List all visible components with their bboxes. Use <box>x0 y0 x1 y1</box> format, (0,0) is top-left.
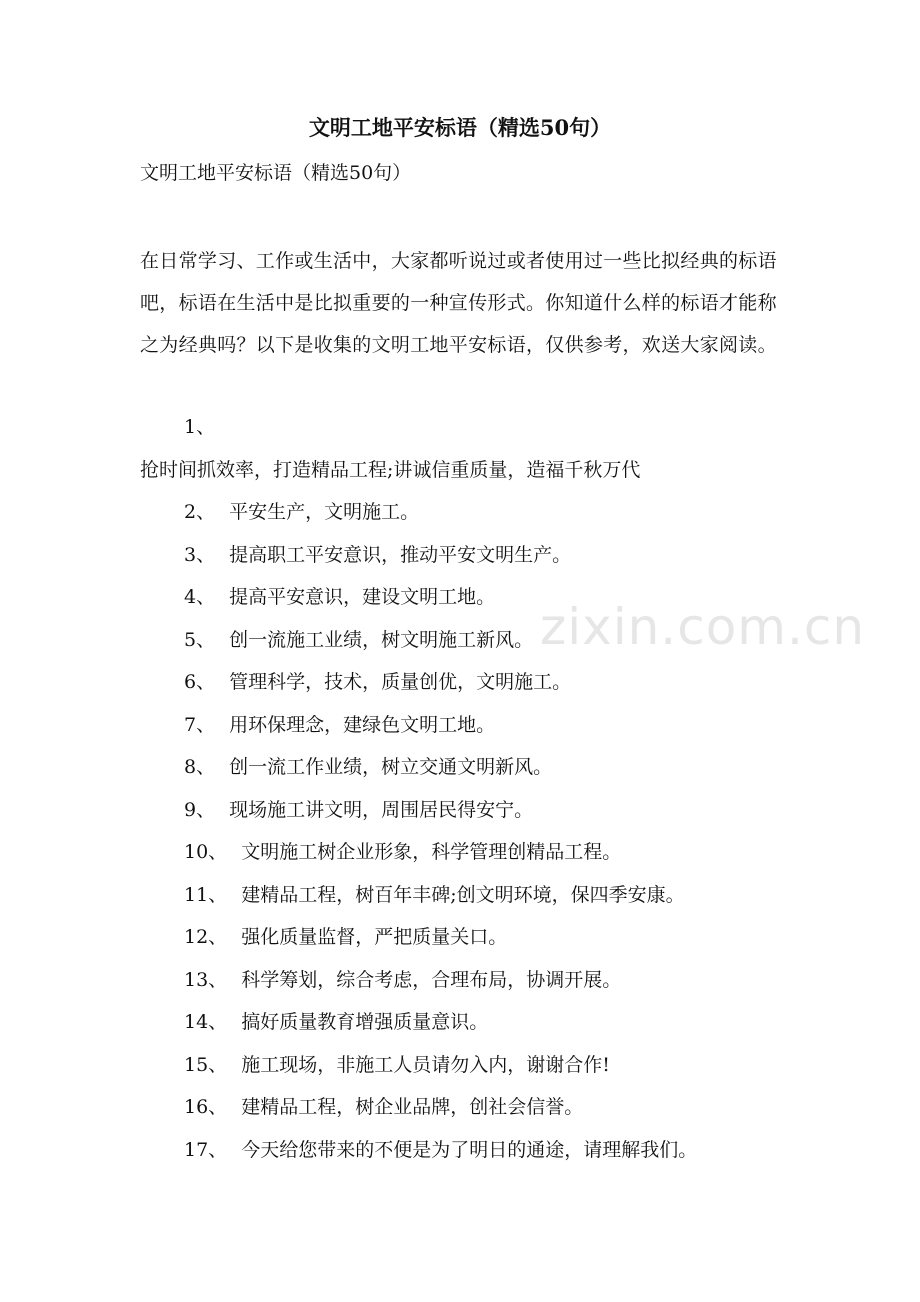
item-text: 管理科学，技术，质量创优，文明施工。 <box>229 671 572 693</box>
item-number: 8、 <box>184 756 216 778</box>
item-number: 2、 <box>184 501 216 523</box>
list-item <box>140 491 800 534</box>
item-text: 文明施工树企业形象，科学管理创精品工程。 <box>241 841 622 863</box>
list-item <box>140 746 800 789</box>
item-number: 9、 <box>184 798 216 821</box>
item-text: 抢时间抓效率，打造精品工程;讲诚信重质量，造福千秋万代 <box>140 458 641 481</box>
list-item <box>140 576 800 619</box>
item-number: 1、 <box>184 416 216 438</box>
item-text: 建精品工程，树企业品牌，创社会信誉。 <box>241 1096 584 1118</box>
intro-paragraph: 在日常学习、工作或生活中，大家都听说过或者使用过一些比拟经典的标语吧，标语在生活中是比拟重要的一种宣传形式。你知道什么样的标语才能称之为经典吗？以下是收集的文明工地平安标语，仅供参考，欢送大家阅读。 <box>140 250 777 356</box>
item-number: 10、 <box>184 841 228 863</box>
item-text: 平安生产，文明施工。 <box>229 501 420 523</box>
list-item <box>140 874 800 917</box>
document-title: 文明工地平安标语（精选50句） <box>308 115 612 140</box>
item-text: 创一流工作业绩，树立交通文明新风。 <box>229 756 553 778</box>
item-number: 17、 <box>184 1138 228 1161</box>
item-text: 科学筹划，综合考虑，合理布局，协调开展。 <box>241 968 622 991</box>
list-item <box>140 704 800 747</box>
item-text: 施工现场，非施工人员请勿入内，谢谢合作! <box>241 1053 610 1076</box>
list-item <box>140 406 800 449</box>
item-number: 16、 <box>184 1096 228 1118</box>
item-text: 现场施工讲文明，周围居民得安宁。 <box>229 798 534 821</box>
list-item <box>140 789 800 832</box>
item-text: 今天给您带来的不便是为了明日的通途，请理解我们。 <box>241 1138 698 1161</box>
item-text: 创一流施工业绩，树文明施工新风。 <box>229 628 534 651</box>
list-item <box>140 1001 800 1044</box>
list-item <box>140 1129 800 1172</box>
item-text: 用环保理念，建绿色文明工地。 <box>229 713 496 736</box>
item-text: 提高平安意识，建设文明工地。 <box>229 586 496 608</box>
item-text: 强化质量监督，严把质量关口。 <box>241 926 508 948</box>
item-number: 12、 <box>184 926 228 948</box>
item-number: 6、 <box>184 671 216 693</box>
list-item <box>140 534 800 577</box>
item-number: 14、 <box>184 1011 228 1033</box>
list-item <box>140 916 800 959</box>
watermark: zixin.com.cn <box>540 598 866 656</box>
list-item <box>140 661 800 704</box>
item-number: 13、 <box>184 968 228 991</box>
item-number: 15、 <box>184 1053 228 1076</box>
list-item <box>140 1044 800 1087</box>
list-item <box>140 1086 800 1129</box>
item-number: 5、 <box>184 628 216 651</box>
item-number: 11、 <box>184 883 228 906</box>
list-item <box>140 619 800 662</box>
list-item-text-continuation <box>140 449 800 492</box>
list-item <box>140 831 800 874</box>
item-number: 4、 <box>184 586 216 608</box>
slogan-list <box>140 406 800 1171</box>
document-subtitle: 文明工地平安标语（精选50句） <box>140 162 412 184</box>
item-text: 搞好质量教育增强质量意识。 <box>241 1011 489 1033</box>
list-item <box>140 959 800 1002</box>
item-text: 建精品工程，树百年丰碑;创文明环境，保四季安康。 <box>241 883 685 906</box>
item-number: 7、 <box>184 713 216 736</box>
item-text: 提高职工平安意识，推动平安文明生产。 <box>229 543 572 566</box>
item-number: 3、 <box>184 543 216 566</box>
